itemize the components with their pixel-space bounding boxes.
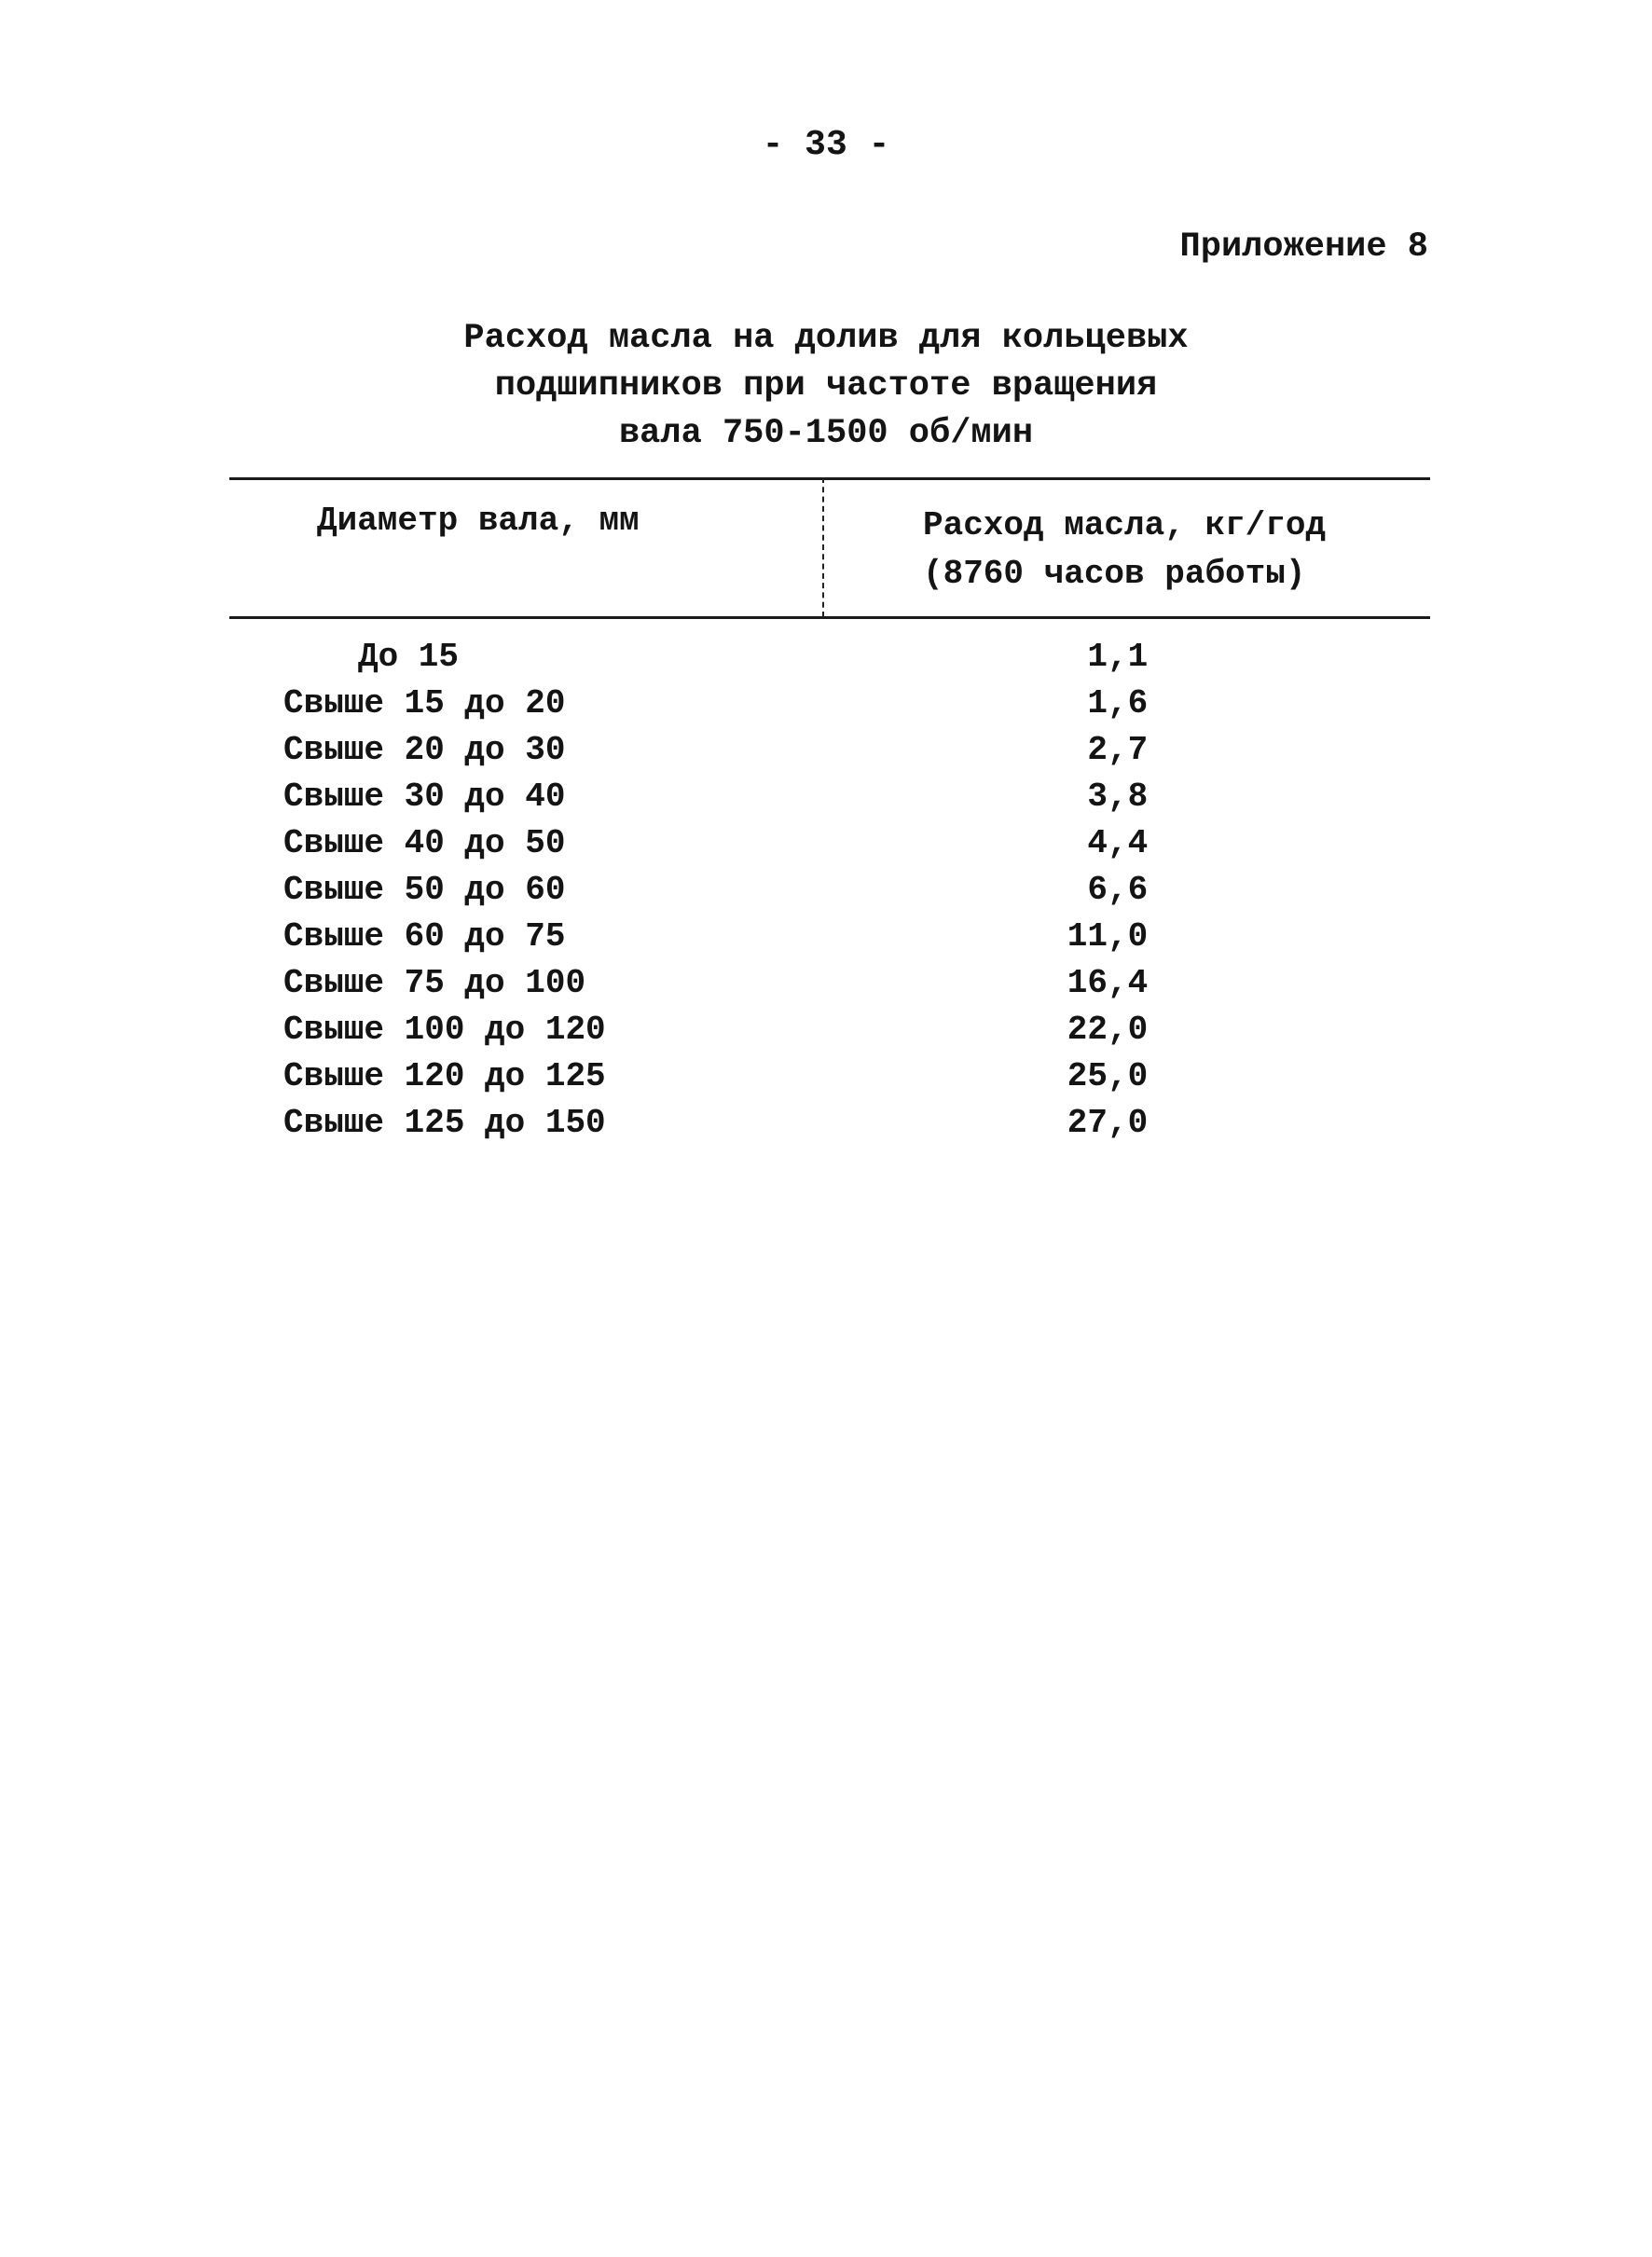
appendix-label: Приложение 8 — [1179, 227, 1428, 267]
table-row: До 15 1 ,1 — [358, 638, 1149, 676]
row-diameter: Свыше 75 до 100 — [283, 964, 586, 1002]
table-title-line-1: Расход масла на долив для кольцевых — [463, 319, 1189, 358]
table-row: Свыше 125 до 150 27 ,0 — [283, 1104, 1149, 1142]
table-row: Свыше 20 до 30 2 ,7 — [283, 731, 1149, 769]
table-header-rule — [229, 616, 1430, 619]
table-row: Свыше 100 до 120 22 ,0 — [283, 1011, 1149, 1049]
table-row: Свыше 30 до 40 3 ,8 — [283, 778, 1149, 816]
table-body — [0, 638, 1652, 1150]
table-top-rule — [229, 477, 1430, 480]
header-diameter: Диаметр вала, мм — [317, 502, 640, 540]
page-number: - 33 - — [762, 125, 890, 165]
header-consumption-line-1: Расход масла, кг/год — [923, 506, 1327, 544]
header-consumption — [923, 502, 1326, 599]
table-row: Свыше 120 до 125 25 ,0 — [283, 1057, 1149, 1095]
header-consumption-line-2: (8760 часов работы) — [923, 555, 1306, 593]
row-diameter: Свыше 30 до 40 — [283, 778, 566, 816]
row-diameter: Свыше 100 до 120 — [283, 1011, 606, 1049]
row-diameter: Свыше 125 до 150 — [283, 1104, 606, 1142]
header-column-divider — [822, 477, 824, 617]
table-row: Свыше 75 до 100 16 ,4 — [283, 964, 1149, 1002]
row-diameter: Свыше 60 до 75 — [283, 917, 566, 956]
table-row: Свыше 60 до 75 11 ,0 — [283, 917, 1149, 956]
row-diameter: Свыше 50 до 60 — [283, 871, 566, 909]
table-title-line-2: подшипников при частоте вращения — [494, 366, 1158, 406]
table-row: Свыше 15 до 20 1 ,6 — [283, 684, 1149, 723]
row-diameter: Свыше 40 до 50 — [283, 824, 566, 862]
table-row: Свыше 40 до 50 4 ,4 — [283, 824, 1149, 862]
row-diameter: Свыше 120 до 125 — [283, 1057, 606, 1095]
row-diameter: Свыше 20 до 30 — [283, 731, 566, 769]
row-diameter: До 15 — [358, 638, 460, 676]
table-title-line-3: вала 750-1500 об/мин — [618, 414, 1034, 453]
row-diameter: Свыше 15 до 20 — [283, 684, 566, 723]
table-row: Свыше 50 до 60 6 ,6 — [283, 871, 1149, 909]
table-title — [0, 315, 1652, 458]
